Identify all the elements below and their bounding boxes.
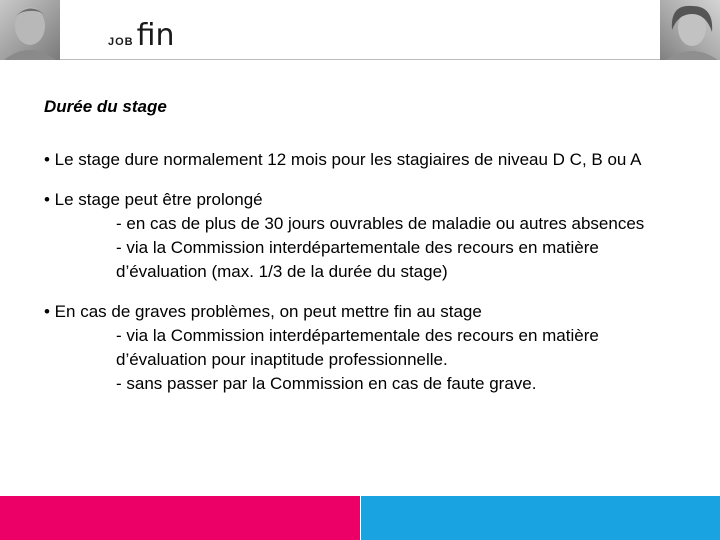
logo-fin-text: fin [136, 18, 175, 53]
sub-item: - sans passer par la Commission en cas de faute grave. [116, 374, 537, 393]
bullet-item [44, 188, 684, 284]
header-divider [60, 59, 660, 60]
footer-bar [0, 496, 720, 540]
slide-title: Durée du stage [44, 97, 167, 116]
bullet-text: • Le stage dure normalement 12 mois pour les stagiaires de niveau D C, B ou A [44, 150, 642, 169]
logo-job-text: JOB [108, 36, 134, 48]
person-icon [0, 0, 60, 60]
slide-header [0, 0, 720, 60]
sub-item: - via la Commission interdépartementale des recours en matière d’évaluation pour inaptitude professionnelle. [116, 326, 599, 369]
bullet-text: • En cas de graves problèmes, on peut mettre fin au stage [44, 302, 482, 321]
slide-content [44, 96, 684, 412]
sub-item: - en cas de plus de 30 jours ouvrables de maladie ou autres absences [116, 214, 645, 233]
portrait-photo-left [0, 0, 60, 60]
jobfin-logo [108, 18, 175, 53]
bullet-text: • Le stage peut être prolongé [44, 190, 263, 209]
sub-item: - via la Commission interdépartementale des recours en matière d’évaluation (max. 1/3 de la durée du stage) [116, 238, 599, 281]
portrait-photo-right [660, 0, 720, 60]
footer-pink-block [0, 496, 360, 540]
bullet-item [44, 148, 684, 172]
footer-blue-block [361, 496, 720, 540]
person-icon [660, 0, 720, 60]
bullet-item [44, 300, 684, 396]
